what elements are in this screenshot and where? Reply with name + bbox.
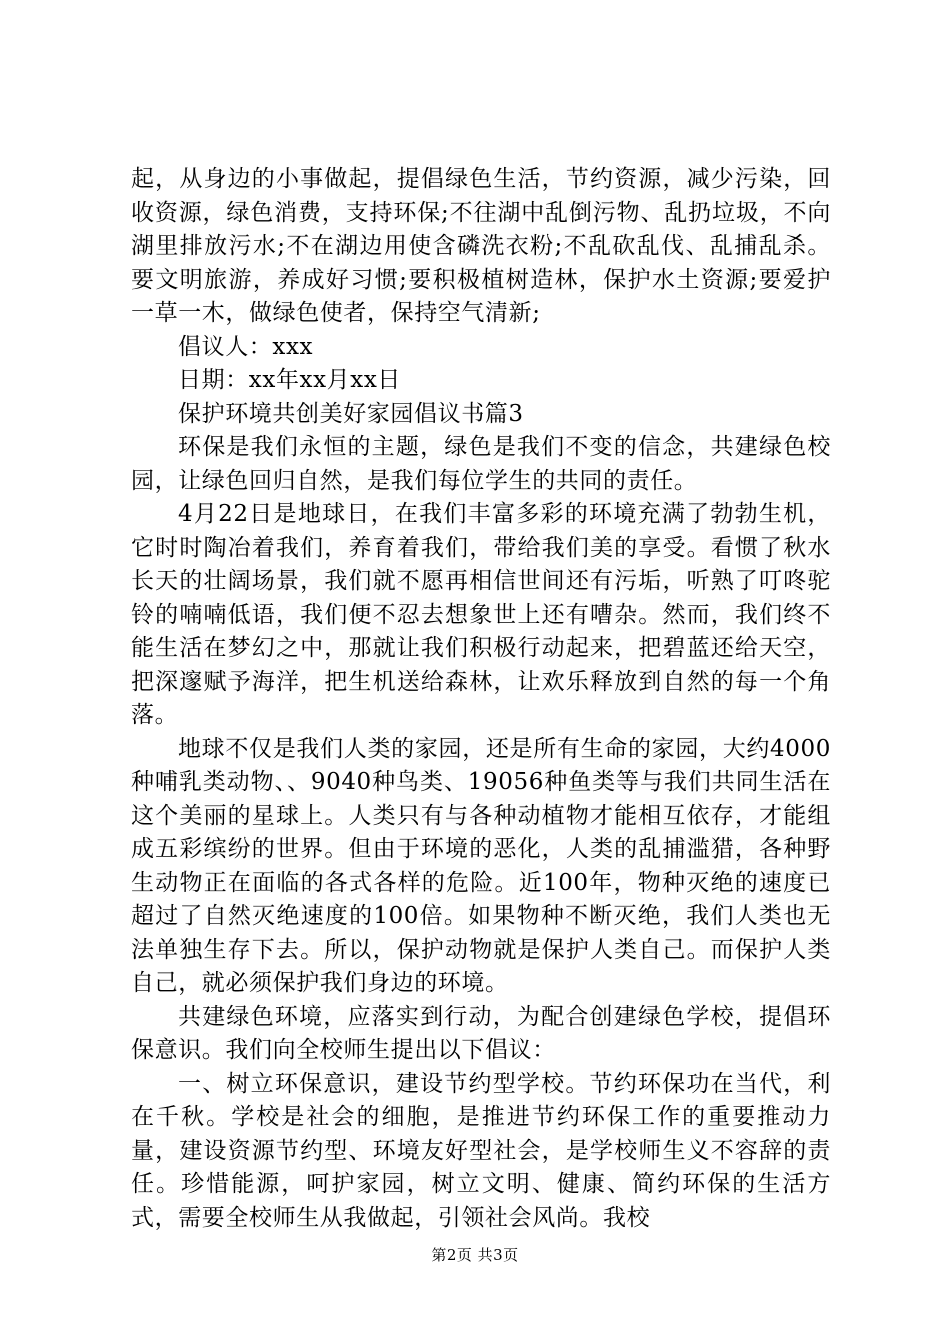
paragraph-intro: 环保是我们永恒的主题，绿色是我们不变的信念，共建绿色校园，让绿色回归自然，是我们每位学生的共同的责任。 <box>131 434 831 494</box>
paragraph-species: 地球不仅是我们人类的家园，还是所有生命的家园，大约4000种哺乳类动物、、9040种鸟类、19056种鱼类等与我们共同生活在这个美丽的星球上。人类只有与各种动植物才能相互依存，才能组成五彩缤纷的世界。但由于环境的恶化，人类的乱捕滥猎，各种野生动物正在面临的各式各样的危险。近100年，物种灭绝的速度已超过了自然灭绝速度的100倍。如果物种不断灭绝，我们人类也无法单独生存下去。所以，保护动物就是保护人类自己。而保护人类自己，就必须保护我们身边的环境。 <box>131 735 831 996</box>
page-number-footer: 第2页 共3页 <box>431 1246 519 1264</box>
paragraph-item-one: 一、树立环保意识，建设节约型学校。节约环保功在当代，利在千秋。学校是社会的细胞，是推进节约环保工作的重要推动力量，建设资源节约型、环境友好型社会，是学校师生义不容辞的责任。珍惜能源，呵护家园，树立文明、健康、简约环保的生活方式，需要全校师生从我做起，引领社会风尚。我校 <box>131 1070 831 1231</box>
document-body <box>131 163 831 1235</box>
paragraph-date: 日期：xx年xx月xx日 <box>178 367 402 393</box>
paragraph-continuation: 起，从身边的小事做起，提倡绿色生活，节约资源，减少污染，回收资源，绿色消费，支持环保;不往湖中乱倒污物、乱扔垃圾，不向湖里排放污水;不在湖边用使含磷洗衣粉;不乱砍乱伐、乱捕乱杀。要文明旅游，养成好习惯;要积极植树造林，保护水土资源;要爱护一草一木，做绿色使者，保持空气清新; <box>131 166 831 326</box>
paragraph-proposer: 倡议人：xxx <box>178 333 314 360</box>
paragraph-earth-day: 4月22日是地球日，在我们丰富多彩的环境充满了勃勃生机，它时时陶冶着我们，养育着我们，带给我们美的享受。看惯了秋水长天的壮阔场景，我们就不愿再相信世间还有污垢，听熟了叮咚驼铃的喃喃低语，我们便不忍去想象世上还有嘈杂。然而，我们终不能生活在梦幻之中，那就让我们积极行动起来，把碧蓝还给天空，把深邃赋予海洋，把生机送给森林，让欢乐释放到自然的每一个角落。 <box>131 501 831 728</box>
section-heading: 保护环境共创美好家园倡议书篇3 <box>178 400 524 427</box>
paragraph-proposal-intro: 共建绿色环境，应落实到行动，为配合创建绿色学校，提倡环保意识。我们向全校师生提出以下倡议： <box>131 1003 831 1063</box>
